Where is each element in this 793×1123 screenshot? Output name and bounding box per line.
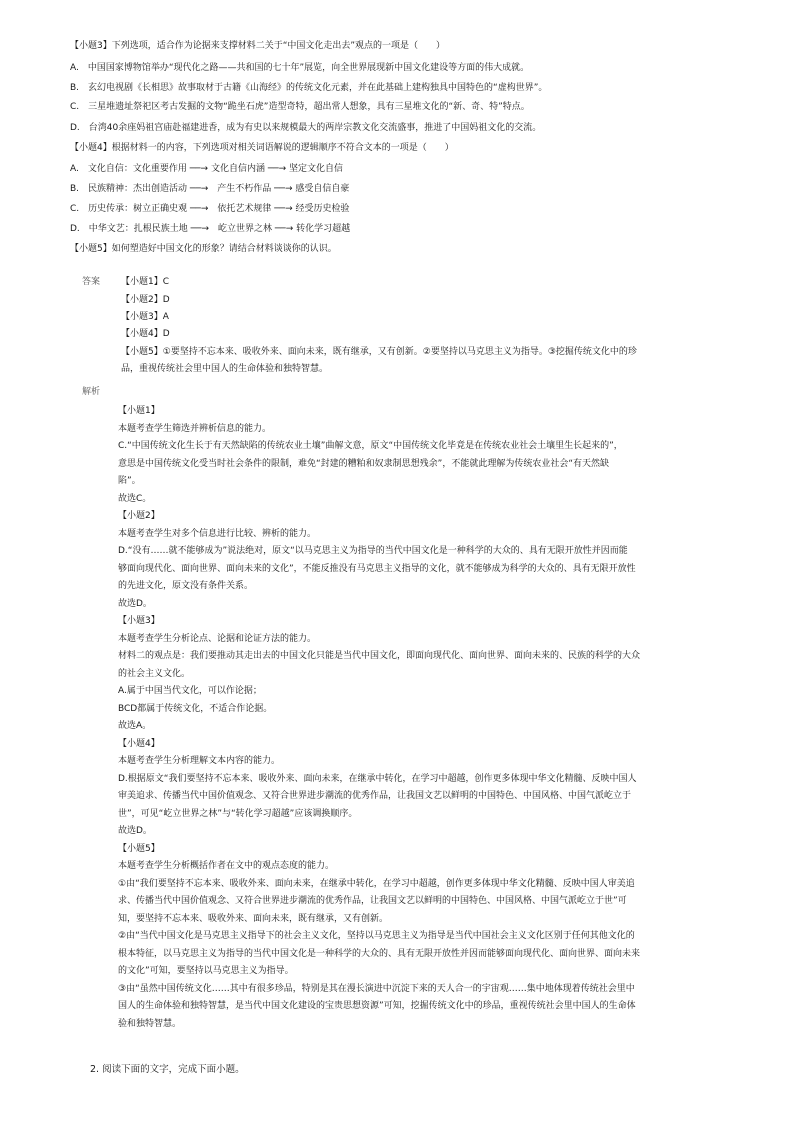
explanation-line: 【小题3】 xyxy=(118,616,160,626)
explanation-line: D.“没有……就不能够成为”说法绝对，原文“以马克思主义为指导的当代中国文化是一种科学的大众的、具有无限开放性并因而能 xyxy=(118,546,628,556)
explanation-line: 国人的生命体验和独特智慧，是当代中国文化建设的宝贵思想资源”可知，挖掘传统文化中的珍品，重视传统社会里中国人的生命体 xyxy=(118,1001,636,1011)
explanation-line: 本题考查学生筛选并辨析信息的能力。 xyxy=(118,423,272,434)
explanation-line: 够面向现代化、面向世界、面向未来的文化”，不能反推没有马克思主义指导的文化，就不能够成为科学的大众的、具有无限开放性 xyxy=(118,563,636,574)
explanation-line: 根本特征，以马克思主义为指导的当代中国文化是一种科学的大众的、具有无限开放性并因而能够面向现代化、面向世界、面向未来 xyxy=(118,948,641,959)
explanation-line: 陷”。 xyxy=(118,476,141,486)
q3-option-d: D. 台湾40余座妈祖宫庙赴福建进香，成为有史以来规模最大的两岸宗教文化交流盛事，推进了中国妈祖文化的交流。 xyxy=(70,123,542,133)
q3-option-b: B. 玄幻电视剧《长相思》故事取材于古籍《山海经》的传统文化元素，并在此基础上建构独具中国特色的“虚构世界”。 xyxy=(70,83,548,93)
q4-option-b: B. 民族精神：杰出创造活动 ──→ 产生不朽作品 ──→ 感受自信自豪 xyxy=(70,184,350,194)
explanation-line: 本题考查学生分析概括作者在文中的观点态度的能力。 xyxy=(118,861,335,871)
explanation-line: 本题考查学生分析理解文本内容的能力。 xyxy=(118,756,281,766)
answer-line: 【小题2】D xyxy=(121,295,170,305)
explanation-line: ②由“当代中国文化是马克思主义指导下的社会主义文化，坚持以马克思主义为指导是当代中国社会主义文化区别于任何其他文化的 xyxy=(118,931,635,941)
explanation-line: 审美追求、传播当代中国价值观念、又符合世界进步潮流的优秀作品，让我国文艺以鲜明的中国特色、中国风格、中国气派屹立于 xyxy=(118,791,632,801)
explanation-line: 【小题2】 xyxy=(118,511,160,521)
answer-line: 品，重视传统社会里中国人的生命体验和独特智慧。 xyxy=(121,364,329,374)
answer-line: 【小题1】C xyxy=(121,277,170,287)
explanation-line: A.属于中国当代文化，可以作论据； xyxy=(118,686,262,696)
explanation-line: 【小题1】 xyxy=(118,406,160,416)
explanation-line: 意思是中国传统文化受当时社会条件的限制，难免“封建的糟粕和奴隶制思想残余”，不能就此理解为传统农业社会“有天然缺 xyxy=(118,458,609,469)
q4-option-a: A. 文化自信：文化重要作用 ──→ 文化自信内涵 ──→ 坚定文化自信 xyxy=(70,164,344,174)
answer-line: 【小题5】①要坚持不忘本来、吸收外来、面向未来，既有继承，又有创新。②要坚持以马克思主义为指导。③挖掘传统文化中的珍 xyxy=(121,347,637,357)
explanation-line: C.“中国传统文化生长于有天然缺陷的传统农业土壤”曲解文意，原文“中国传统文化毕竟是在传统农业社会土壤里生长起来的”， xyxy=(118,441,623,451)
explanation-line: 【小题4】 xyxy=(118,738,160,749)
q4-option-c: C. 历史传承：树立正确史观 ──→ 依托艺术规律 ──→ 经受历史检验 xyxy=(70,204,350,214)
explanation-line: 故选D。 xyxy=(118,598,152,609)
q3-title: 【小题3】下列选项，适合作为论据来支撑材料二关于“中国文化走出去”观点的一项是（ ） xyxy=(70,41,446,51)
explanation-line: 的社会主义文化。 xyxy=(118,668,191,679)
explanation-line: 材料二的观点是：我们要推动其走出去的中国文化只能是当代中国文化，即面向现代化、面向世界、面向未来的、民族的科学的大众 xyxy=(118,651,641,661)
explanation-line: 验和独特智慧。 xyxy=(118,1018,182,1029)
explanation-line: ③由“虽然中国传统文化……其中有很多珍品，特别是其在漫长演进中沉淀下来的天人合一的宇宙观……集中地体现着传统社会里中 xyxy=(118,983,635,994)
explanation-line: 本题考查学生对多个信息进行比较、辨析的能力。 xyxy=(118,528,317,539)
explanation-line: 世”，可见“屹立世界之林”与“转化学习超越”应该调换顺序。 xyxy=(118,808,358,819)
explanation-line: 【小题5】 xyxy=(118,843,160,854)
explanation-line: 本题考查学生分析论点、论据和论证方法的能力。 xyxy=(118,633,317,644)
explanation-line: ①由“我们要坚持不忘本来、吸收外来、面向未来，在继承中转化，在学习中超越，创作更多体现中华文化精髓、反映中国人审美追 xyxy=(118,878,635,889)
explanation-line: 故选D。 xyxy=(118,826,152,836)
explanation-line: BCD都属于传统文化，不适合作论据。 xyxy=(118,703,273,714)
q3-option-c: C. 三星堆遗址祭祀区考古发掘的文物“跪坐石虎”造型奇特，超出常人想象，具有三星堆文化的“新、奇、特”特点。 xyxy=(70,102,530,112)
explanation-line: 的先进文化，原文没有条件关系。 xyxy=(118,581,254,591)
q5-title: 【小题5】如何塑造好中国文化的形象？请结合材料谈谈你的认识。 xyxy=(70,244,337,254)
explanation-line: 故选C。 xyxy=(118,493,152,504)
explanation-line: 求、传播当代中国价值观念、又符合世界进步潮流的优秀作品，让我国文艺以鲜明的中国特色、中国风格、中国气派屹立于世”可 xyxy=(118,896,627,906)
answer-line: 【小题3】A xyxy=(121,312,169,322)
q4-option-d: D. 中华文艺：扎根民族土地 ──→ 屹立世界之林 ──→ 转化学习超越 xyxy=(70,224,351,234)
next-question-heading: 2. 阅读下面的文字，完成下面小题。 xyxy=(90,1064,245,1075)
q4-title: 【小题4】根据材料一的内容，下列选项对相关词语解说的逻辑顺序不符合文本的一项是（ ） xyxy=(70,143,454,153)
answer-label: 答案 xyxy=(82,277,101,287)
explanation-line: 知，要坚持不忘本来、吸收外来、面向未来，既有继承，又有创新。 xyxy=(118,913,389,924)
explanation-line: D.根据原文“我们要坚持不忘本来、吸收外来、面向未来，在继承中转化，在学习中超越，创作更多体现中华文化精髓、反映中国人 xyxy=(118,773,637,784)
explanation-line: 的文化”可知，要坚持以马克思主义为指导。 xyxy=(118,966,294,976)
explanation-line: 故选A。 xyxy=(118,721,152,731)
answer-line: 【小题4】D xyxy=(121,329,170,339)
q3-option-a: A. 中国国家博物馆举办“现代化之路——共和国的七十年”展览，向全世界展现新中国文化建设等方面的伟大成就。 xyxy=(70,63,530,73)
explanation-label: 解析 xyxy=(82,387,101,397)
